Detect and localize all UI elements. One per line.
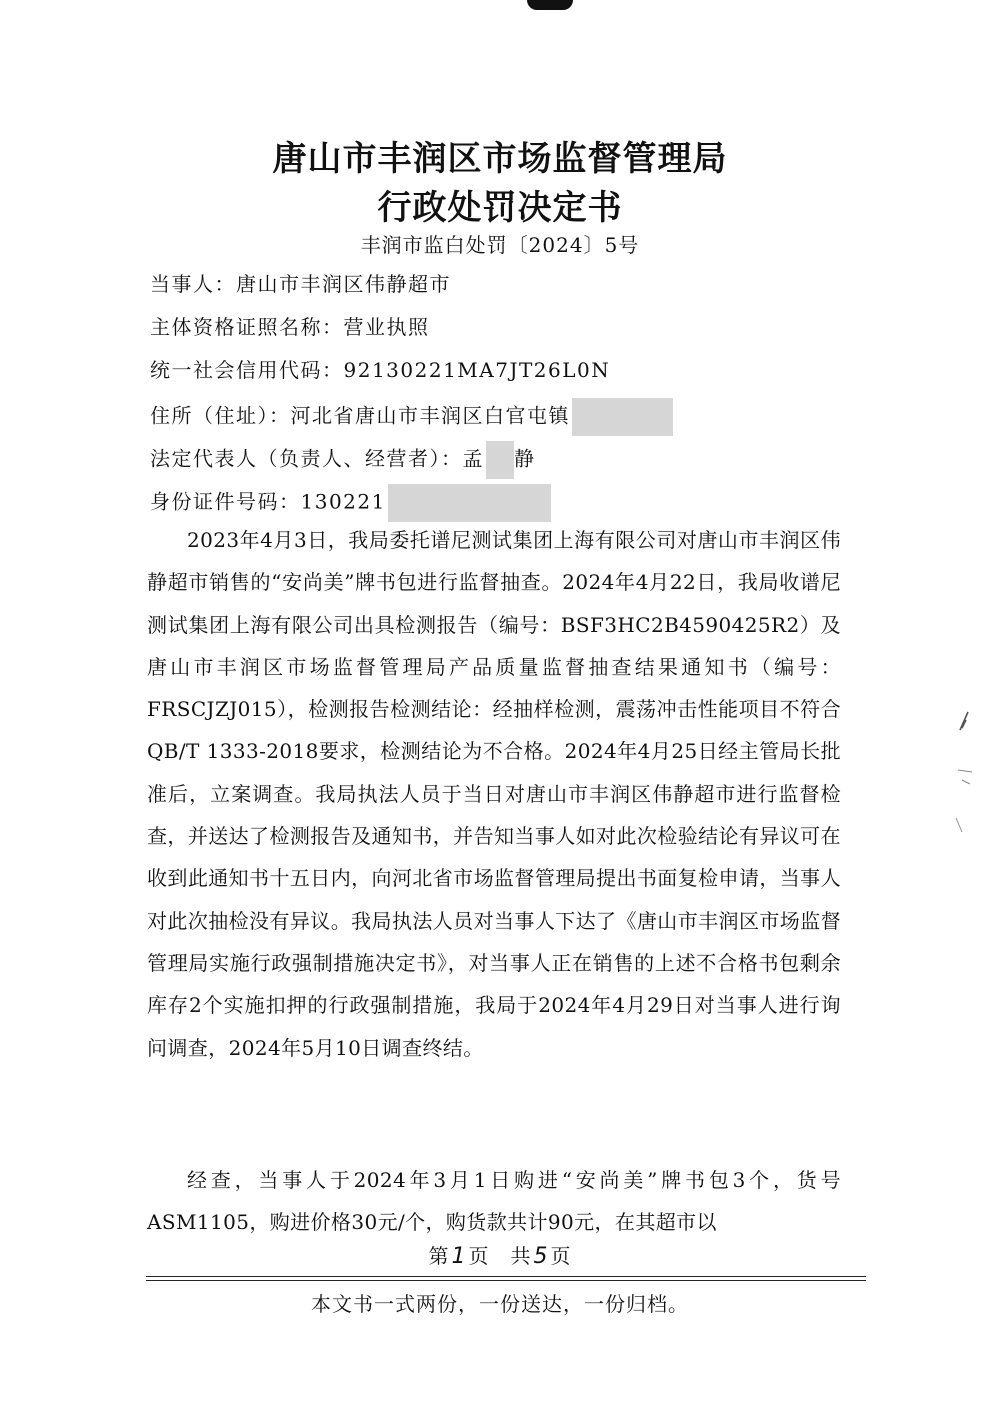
- legal-rep-redaction: [486, 441, 514, 479]
- id-number-redaction: [388, 484, 551, 522]
- page-prefix: 第: [428, 1244, 450, 1268]
- footer-divider-bottom: [146, 1280, 866, 1281]
- credit-code-value: 92130221MA7JT26L0N: [343, 358, 611, 382]
- footer-divider-top: [146, 1276, 866, 1277]
- body-paragraph-investigation: 2023年4月3日，我局委托谱尼测试集团上海有限公司对唐山市丰润区伟静超市销售的“安尚美”牌书包进行监督抽查。2024年4月22日，我局收谱尼测试集团上海有限公司出具检测报告（编号：BSF3HC2B4590425R2）及唐山市丰润区市场监督管理局产品质量监督抽查结果通知书（编号：FRSCJZJ015），检测报告检测结论：经抽样检测，震荡冲击性能项目不符合QB/T 1333-2018要求，检测结论为不合格。2024年4月25日经主管局长批准后，立案调查。我局执法人员于当日对唐山市丰润区伟静超市进行监督检查，并送达了检测报告及通知书，并告知当事人如对此次检验结论有异议可在收到此通知书十五日内，向河北省市场监督管理局提出书面复检申请，当事人对此次抽检没有异议。我局执法人员对当事人下达了《唐山市丰润区市场监督管理局实施行政强制措施决定书》，对当事人正在销售的上述不合格书包剩余库存2个实施扣押的行政强制措施，我局于2024年4月29日对当事人进行询问调查，2024年5月10日调查终结。: [147, 528, 841, 1060]
- legal-rep-line: [150, 441, 536, 471]
- party-name-value: 唐山市丰润区伟静超市: [236, 272, 451, 296]
- license-value: 营业执照: [343, 315, 430, 339]
- id-number-line: [150, 484, 551, 514]
- legal-rep-last: 静: [514, 446, 536, 471]
- footer-distribution-note: 本文书一式两份，一份送达，一份归档。: [311, 1292, 689, 1316]
- id-number-label: 身份证件号码：: [150, 489, 301, 514]
- address-label: 住所（住址）：: [150, 403, 291, 428]
- license-label: 主体资格证照名称：: [150, 315, 344, 339]
- credit-code-label: 统一社会信用代码：: [150, 358, 344, 382]
- document-number: 丰润市监白处罚〔2024〕5号: [360, 233, 640, 257]
- address-redaction: [572, 398, 673, 436]
- address-line: [150, 398, 673, 428]
- page-total-handwritten: 5: [533, 1244, 549, 1269]
- page-current-handwritten: 1: [451, 1244, 467, 1269]
- license-line: [150, 312, 430, 342]
- legal-rep-label: 法定代表人（负责人、经营者）：: [150, 446, 463, 471]
- party-name-label: 当事人：: [150, 272, 236, 296]
- legal-rep-first: 孟: [462, 446, 484, 471]
- scan-artifact: [527, 0, 573, 10]
- margin-stamp-artifact: [952, 700, 982, 840]
- page-suffix: 页: [550, 1244, 572, 1268]
- page-middle: 页 共: [468, 1244, 532, 1268]
- page-number: [0, 1240, 1000, 1269]
- id-number-prefix: 130221: [300, 489, 386, 514]
- party-name-line: [150, 269, 451, 299]
- body-paragraph-findings: 经查，当事人于2024年3月1日购进“安尚美”牌书包3个，货号ASM1105，购进价格30元/个，购货款共计90元，在其超市以: [147, 1168, 841, 1235]
- document-title-agency: 唐山市丰润区市场监督管理局: [272, 139, 728, 179]
- credit-code-line: [150, 355, 610, 385]
- address-value: 河北省唐山市丰润区白官屯镇: [290, 403, 570, 428]
- document-title-type: 行政处罚决定书: [377, 188, 623, 228]
